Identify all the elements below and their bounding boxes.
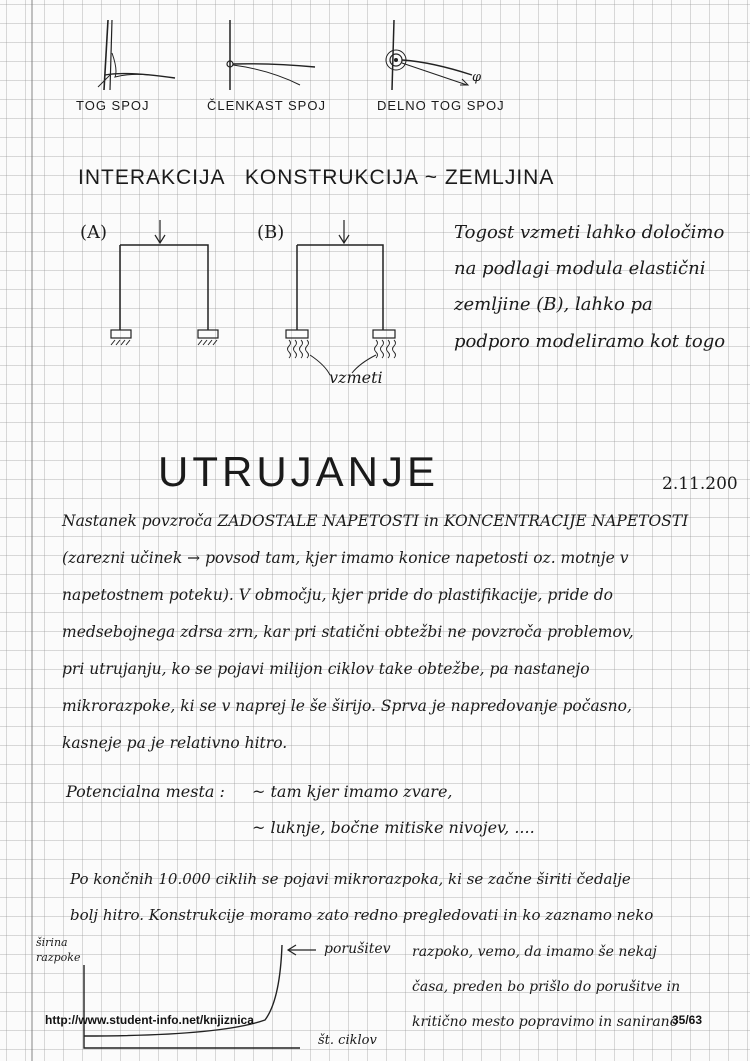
potential-item-2: ~ luknje, bočne mitiske nivojev, ....: [252, 818, 535, 837]
fatigue-paragraph-line-2: (zarezni učinek → povsod tam, kjer imamo konice napetosti oz. motnje v: [62, 549, 629, 567]
hinged-joint-sketch: [220, 15, 320, 95]
potential-label: Potencialna mesta :: [66, 782, 225, 801]
semi-rigid-symbol: φ: [472, 70, 482, 85]
graph-side-text-line-1: razpoko, vemo, da imamo še nekaj: [412, 944, 657, 960]
fatigue-paragraph-line-6: mikrorazpoke, ki se v naprej le še širijo. Sprva je napredovanje počasno,: [62, 697, 632, 715]
frame-a-sketch: [108, 215, 238, 355]
graph-ylabel-line-2: razpoke: [36, 951, 81, 964]
page-number: 35/63: [672, 1013, 703, 1027]
potential-item-1: ~ tam kjer imamo zvare,: [252, 782, 453, 801]
graph-arrow-label: porušitev: [324, 941, 391, 957]
interaction-heading: INTERAKCIJA KONSTRUKCIJA ~ ZEMLJINA: [78, 166, 555, 189]
graph-side-text-line-2: časa, preden bo prišlo do porušitve in: [412, 979, 681, 995]
rigid-joint-sketch: [90, 15, 190, 95]
fatigue-paragraph-line-7: kasneje pa je relativno hitro.: [62, 734, 288, 752]
graph-xlabel: št. ciklov: [318, 1033, 377, 1048]
interaction-text-line-4: podporo modeliramo kot togo: [454, 331, 726, 352]
springs-label: vzmeti: [329, 368, 383, 387]
fatigue-paragraph-line-1: Nastanek povzroča ZADOSTALE NAPETOSTI in KONCENTRACIJE NAPETOSTI: [62, 512, 689, 530]
fatigue-date: 2.11.200: [662, 474, 738, 494]
fatigue-title: UTRUJANJE: [158, 448, 440, 495]
cycles-text-line-2: bolj hitro. Konstrukcije moramo zato redno pregledovati in ko zaznamo neko: [70, 906, 654, 924]
footer-url-link[interactable]: http://www.student-info.net/knjiznica: [45, 1013, 254, 1027]
margin-line: [31, 0, 33, 1061]
graph-ylabel-line-1: širina: [36, 936, 68, 949]
interaction-text-line-1: Togost vzmeti lahko določimo: [454, 222, 725, 243]
crack-growth-graph: [40, 940, 320, 1055]
interaction-text-line-2: na podlagi modula elastični: [454, 258, 706, 279]
graph-side-text-line-3: kritično mesto popravimo in sanirano: [412, 1014, 679, 1030]
frame-b-label: (B): [257, 222, 285, 243]
semi-rigid-joint-label: DELNO TOG SPOJ: [377, 98, 505, 113]
rigid-joint-label: TOG SPOJ: [76, 98, 150, 113]
fatigue-paragraph-line-5: pri utrujanju, ko se pojavi milijon ciklov take obtežbe, pa nastanejo: [62, 660, 590, 678]
fatigue-paragraph-line-3: napetostnem poteku). V območju, kjer pride do plastifikacije, pride do: [62, 586, 613, 604]
cycles-text-line-1: Po končnih 10.000 ciklih se pojavi mikrorazpoka, ki se začne širiti čedalje: [70, 870, 631, 888]
interaction-text-line-3: zemljine (B), lahko pa: [454, 294, 653, 315]
frame-a-label: (A): [80, 222, 108, 243]
hinged-joint-label: ČLENKAST SPOJ: [207, 98, 326, 113]
fatigue-paragraph-line-4: medsebojnega zdrsa zrn, kar pri statični obtežbi ne povzroča problemov,: [62, 623, 634, 641]
